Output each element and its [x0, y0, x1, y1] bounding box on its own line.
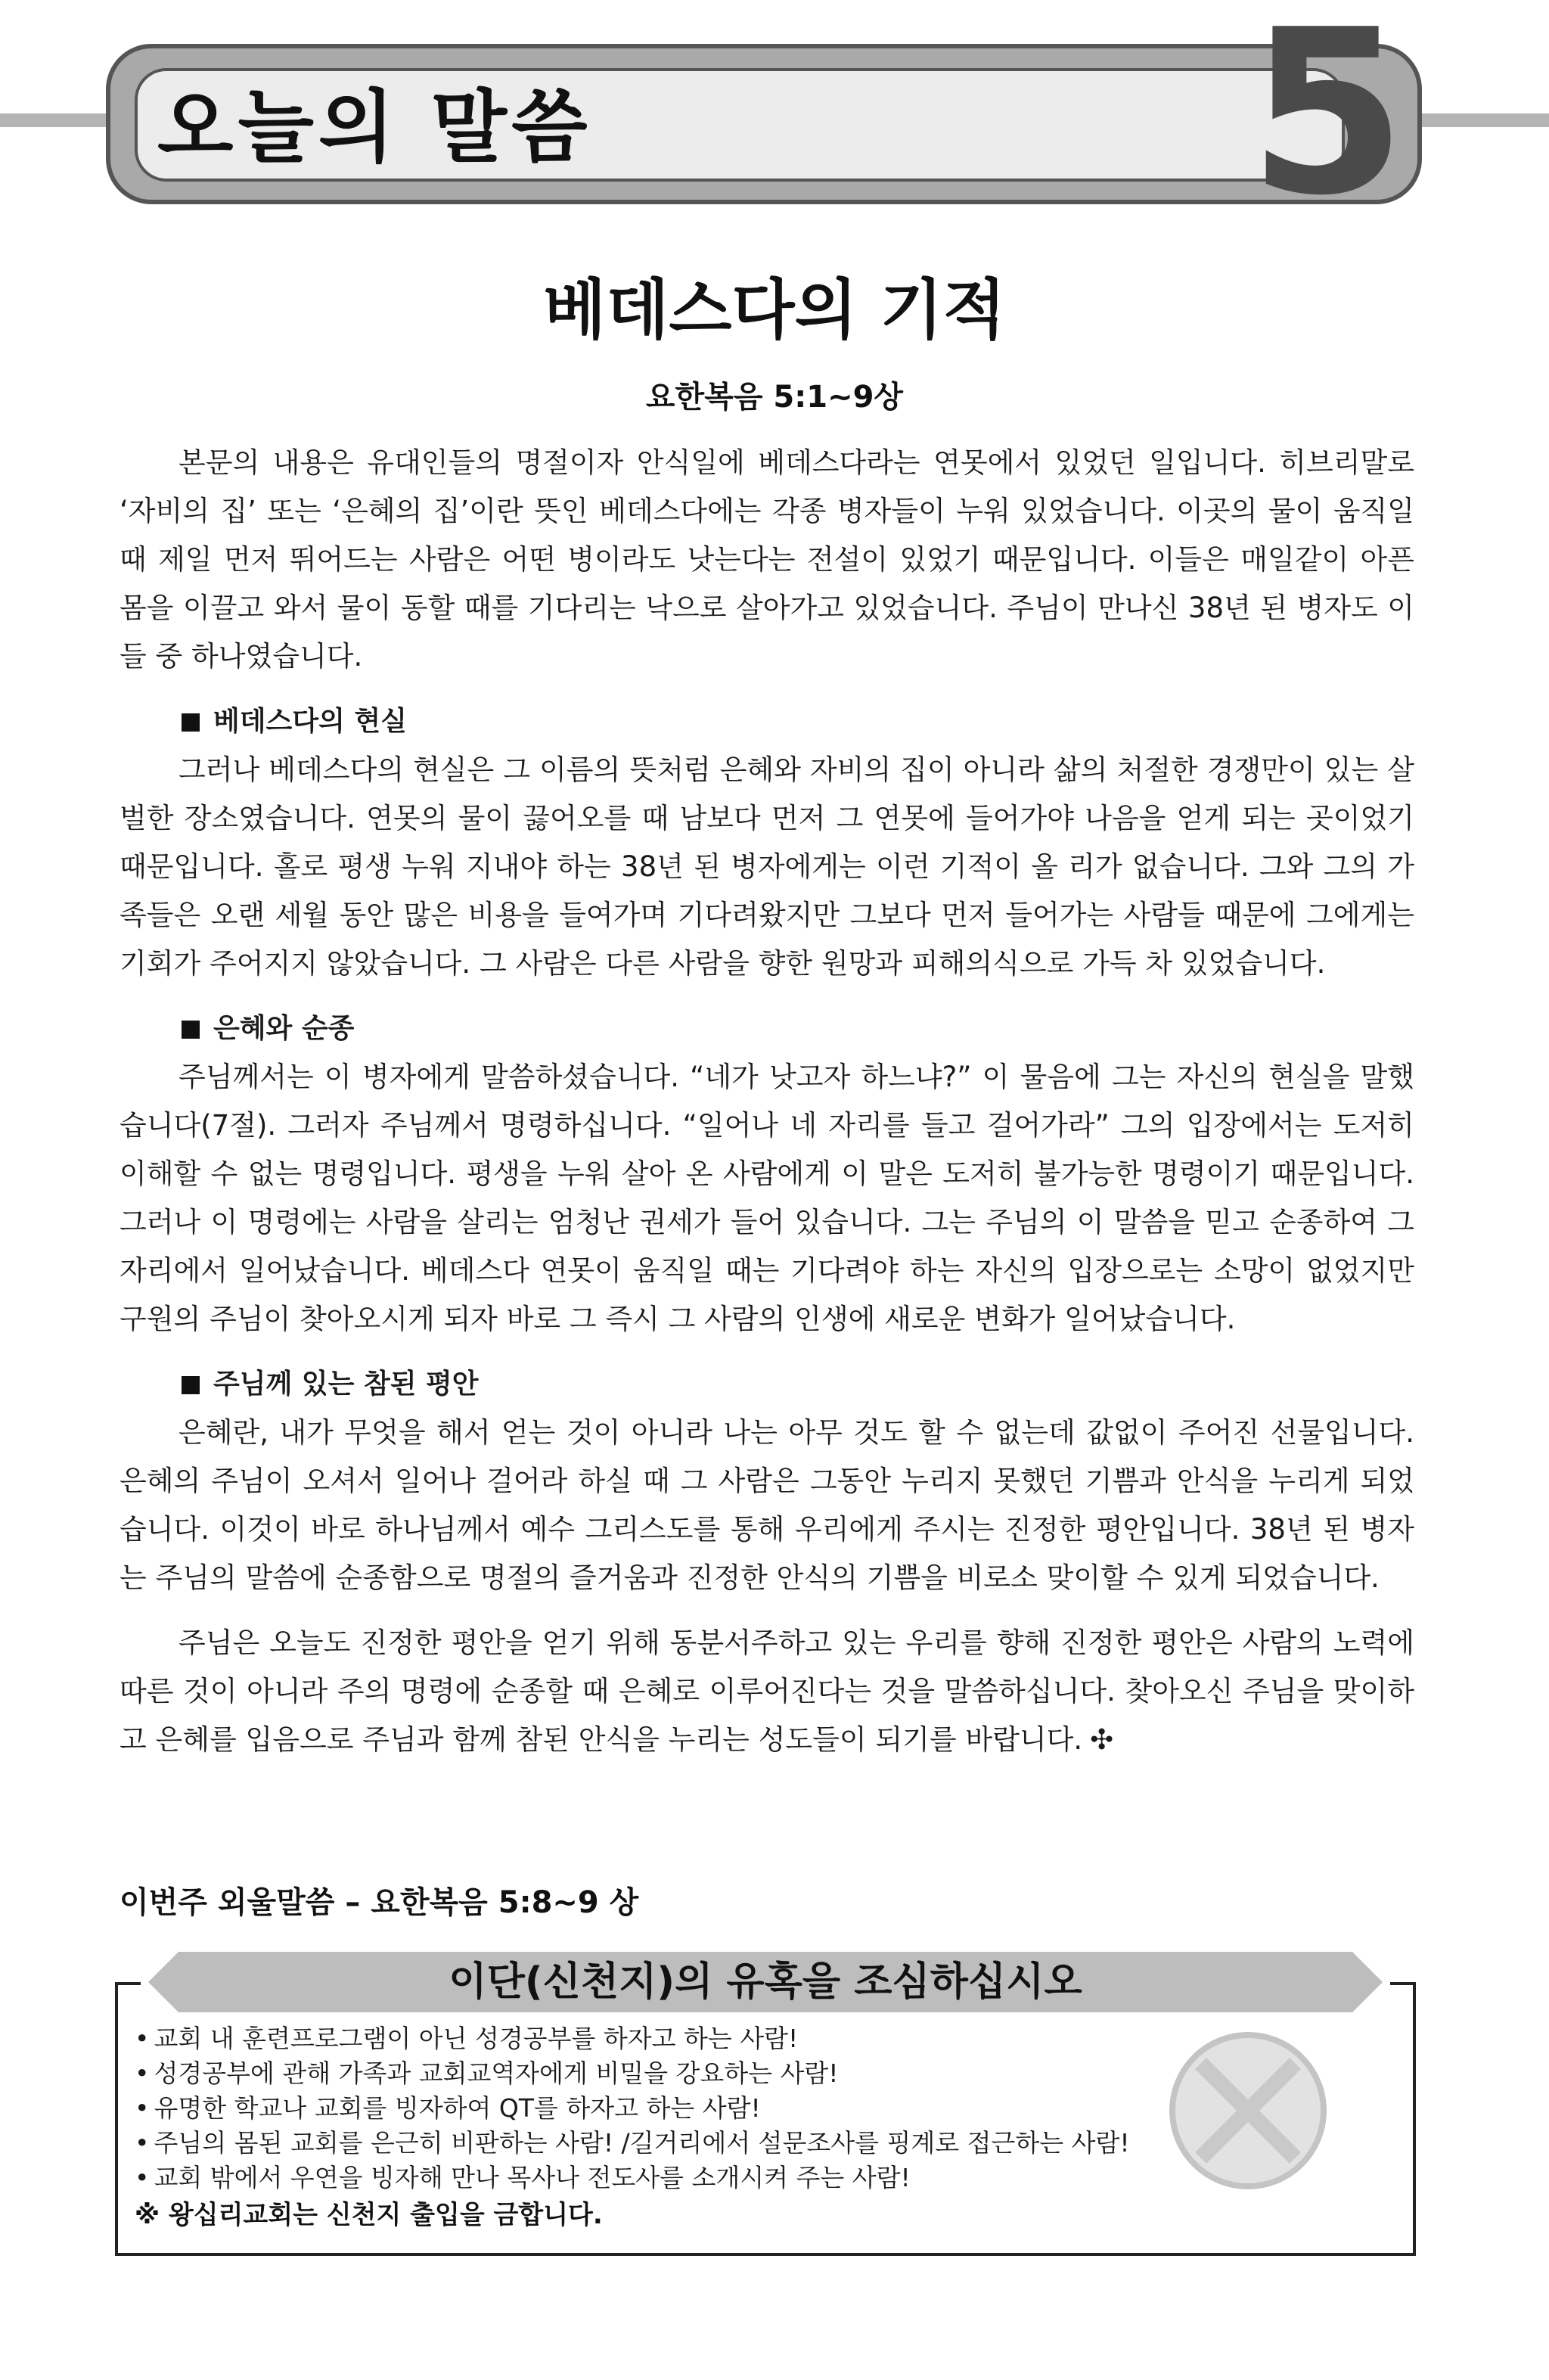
square-bullet-icon: [182, 713, 200, 732]
section-heading-label: 주님께 있는 참된 평안: [213, 1369, 479, 1400]
warning-title: 이단(신천지)의 유혹을 조심하십시오: [449, 1959, 1082, 2005]
warning-item: • 교회 내 훈련프로그램이 아닌 성경공부를 하자고 하는 사람!: [135, 2021, 1390, 2056]
closing-text: 주님은 오늘도 진정한 평안을 얻기 위해 동분서주하고 있는 우리를 향해 진정한 평안은 사람의 노력에 따른 것이 아니라 주의 명령에 순종할 때 은혜로 이루어진다는 것을 말씀하십니다. 찾아오신 주님을 맞이하고 은혜를 입음으로 주님과 함께 참된 안식을 누리는 성도들이 되기를 바랍니다.: [120, 1627, 1414, 1756]
section-title: 오늘의 말씀: [157, 81, 592, 173]
section-paragraph: 주님께서는 이 병자에게 말씀하셨습니다. “네가 낫고자 하느냐?” 이 물음에 그는 자신의 현실을 말했습니다(7절). 그러자 주님께서 명령하십니다. “일어나 네 자리를 들고 걸어가라” 그의 입장에서는 도저히 이해할 수 없는 명령입니다. 평생을 누워 살아 온 사람에게 이 말은 도저히 불가능한 명령이기 때문입니다. 그러나 이 명령에는 사람을 살리는 엄청난 권세가 들어 있습니다. 그는 주님의 이 말씀을 믿고 순종하여 그 자리에서 일어났습니다. 베데스다 연못이 움직일 때는 기다려야 하는 자신의 입장으로는 소망이 없었지만 구원의 주님이 찾아오시게 되자 바로 그 즉시 그 사람의 인생에 새로운 변화가 일어났습니다.: [120, 1061, 1414, 1335]
warning-box-corner-right: [1390, 1982, 1416, 2005]
section-paragraph: 은혜란, 내가 무엇을 해서 얻는 것이 아니라 나는 아무 것도 할 수 없는데 값없이 주어진 선물입니다. 은혜의 주님이 오셔서 일어나 걸어라 하실 때 그 사람은 그동안 누리지 못했던 기쁨과 안식을 누리게 되었습니다. 이것이 바로 하나님께서 예수 그리스도를 통해 우리에게 주시는 진정한 평안입니다. 38년 된 병자는 주님의 말씀에 순종함으로 명절의 즐거움과 진정한 안식의 기쁨을 비로소 맞이할 수 있게 되었습니다.: [120, 1416, 1414, 1594]
warning-list: [135, 2021, 1390, 2195]
warning-item: • 주님의 몸된 교회를 은근히 비판하는 사람! /길거리에서 설문조사를 핑계로 접근하는 사람!: [135, 2126, 1390, 2161]
warning-item: • 유명한 학교나 교회를 빙자하여 QT를 하자고 하는 사람!: [135, 2091, 1390, 2126]
sermon-body: [120, 439, 1414, 1764]
warning-box-corner-left: [115, 1982, 141, 2005]
scripture-reference: 요한복음 5:1~9상: [645, 380, 904, 415]
section-heading: [120, 1005, 1414, 1053]
warning-item: • 교회 밖에서 우연을 빙자해 만나 목사나 전도사를 소개시켜 주는 사람!: [135, 2161, 1390, 2195]
section-paragraph: 그러나 베데스다의 현실은 그 이름의 뜻처럼 은혜와 자비의 집이 아니라 삶의 처절한 경쟁만이 있는 살벌한 장소였습니다. 연못의 물이 끓어오를 때 남보다 먼저 그 연못에 들어가야 나음을 얻게 되는 곳이었기 때문입니다. 홀로 평생 누워 지내야 하는 38년 된 병자에게는 이런 기적이 올 리가 없습니다. 그와 그의 가족들은 오랜 세월 동안 많은 비용을 들여가며 기다려왔지만 그보다 먼저 들어가는 사람들 때문에 그에게는 기회가 주어지지 않았습니다. 그 사람은 다른 사람을 향한 원망과 피해의식으로 가득 차 있었습니다.: [120, 753, 1414, 980]
intro-paragraph: 본문의 내용은 유대인들의 명절이자 안식일에 베데스다라는 연못에서 있었던 일입니다. 히브리말로 ‘자비의 집’ 또는 ‘은혜의 집’이란 뜻인 베데스다에는 각종 병자들이 누워 있었습니다. 이곳의 물이 움직일 때 제일 먼저 뛰어드는 사람은 어떤 병이라도 낫는다는 전설이 있었기 때문입니다. 이들은 매일같이 아픈 몸을 이끌고 와서 물이 동할 때를 기다리는 낙으로 살아가고 있었습니다. 주님이 만나신 38년 된 병자도 이들 중 하나였습니다.: [120, 446, 1414, 673]
warning-note: ※ 왕십리교회는 신천지 출입을 금합니다.: [135, 2200, 603, 2230]
section-heading: [120, 698, 1414, 746]
memory-verse: 이번주 외울말씀 – 요한복음 5:8~9 상: [120, 1885, 639, 1920]
closing-paragraph: [120, 1619, 1414, 1764]
square-bullet-icon: [182, 1376, 200, 1394]
section-heading-label: 은혜와 순종: [213, 1013, 355, 1044]
section-heading: [120, 1360, 1414, 1409]
warning-item: • 성경공부에 관해 가족과 교회교역자에게 비밀을 강요하는 사람!: [135, 2056, 1390, 2091]
page-number: 5: [1248, 0, 1407, 245]
square-bullet-icon: [182, 1021, 200, 1039]
section-heading-label: 베데스다의 현실: [213, 706, 407, 737]
end-mark-icon: ✣: [1090, 1723, 1114, 1756]
sermon-title: 베데스다의 기적: [543, 272, 1006, 348]
